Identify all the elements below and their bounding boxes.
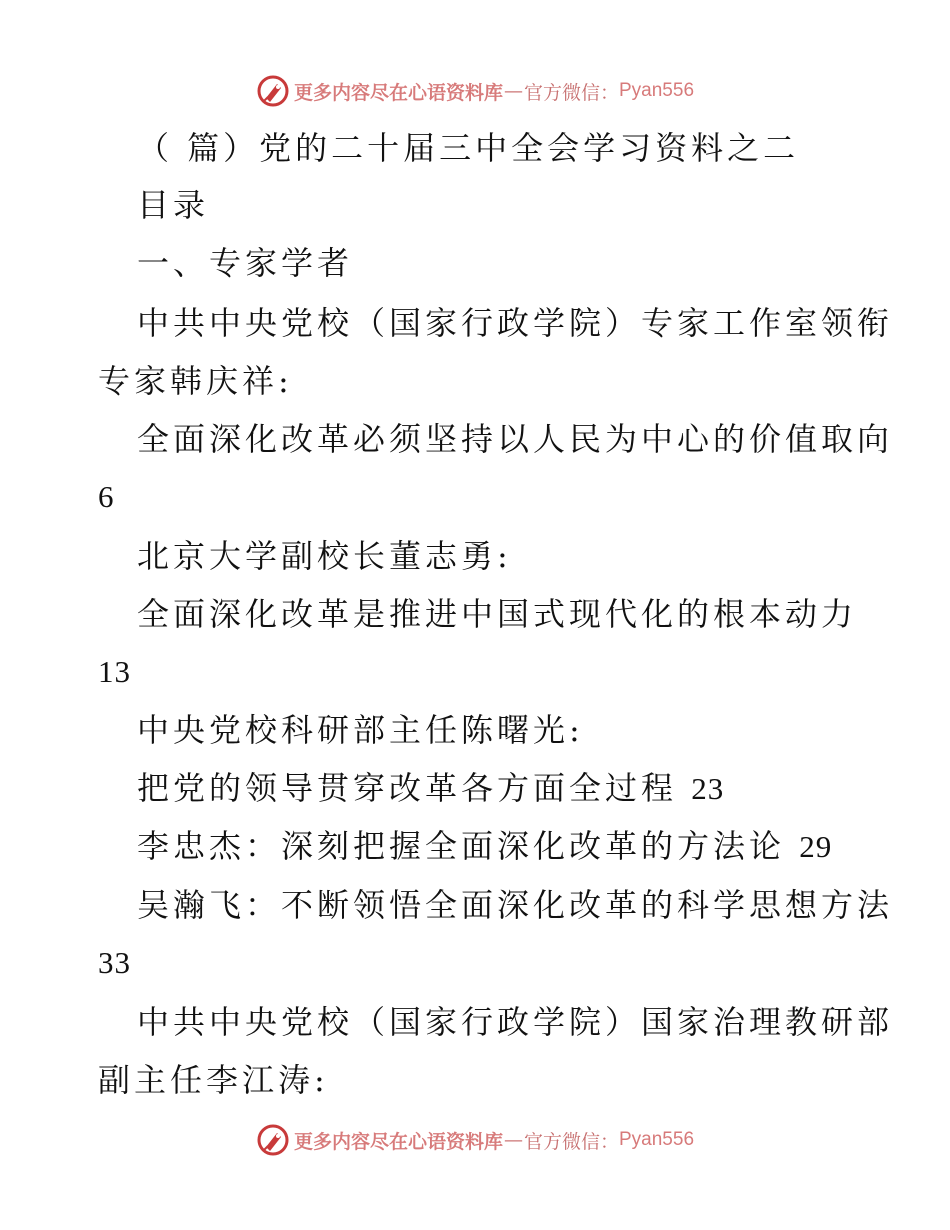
toc-entry-author: 副主任李江涛:	[98, 1061, 329, 1099]
header-watermark	[0, 71, 950, 111]
header-dash: —	[503, 80, 523, 102]
toc-entry-title: 把党的领导贯穿改革各方面全过程	[137, 769, 678, 807]
toc-entry-title: 李忠杰：深刻把握全面深化改革的方法论	[137, 827, 786, 865]
toc-entry-title: 吴瀚飞：不断领悟全面深化改革的科学思想方法	[137, 886, 894, 924]
toc-entry-author: 中共中央党校（国家行政学院）专家工作室领衔	[137, 304, 894, 342]
header-wechat-id: Pyan556	[619, 80, 695, 101]
toc-entry-author: 北京大学副校长董志勇:	[137, 537, 512, 575]
toc-entry-page: 33	[98, 945, 131, 980]
pen-nib-logo-icon	[256, 1123, 290, 1157]
toc-entry-page: 13	[98, 654, 131, 689]
footer-wechat-id: Pyan556	[619, 1129, 695, 1150]
toc-entry-author: 中央党校科研部主任陈曙光:	[137, 711, 584, 749]
footer-watermark	[0, 1120, 950, 1160]
toc-entry-page: 23	[691, 771, 725, 806]
toc-entry-page: 29	[799, 829, 833, 864]
toc-entry-author: 中共中央党校（国家行政学院）国家治理教研部	[137, 1003, 894, 1041]
toc-entry-page: 6	[98, 479, 115, 514]
toc-entry	[0, 768, 950, 808]
header-brand-text: 更多内容尽在心语资料库	[293, 81, 503, 104]
toc-entry	[0, 826, 950, 866]
footer-official-label: 官方微信：	[523, 1130, 619, 1153]
toc-entry-title: 全面深化改革是推进中国式现代化的根本动力	[137, 595, 858, 633]
toc-entry-title: 全面深化改革必须坚持以人民为中心的价值取向	[137, 420, 894, 458]
footer-brand-text: 更多内容尽在心语资料库	[293, 1130, 503, 1153]
section-heading: 一、专家学者	[137, 244, 354, 282]
document-title: （ 篇）党的二十届三中全会学习资料之二	[137, 129, 800, 167]
pen-nib-logo-icon	[256, 74, 290, 108]
toc-heading: 目录	[137, 186, 210, 224]
header-official-label: 官方微信：	[523, 81, 619, 104]
toc-entry-author: 专家韩庆祥:	[98, 362, 293, 400]
footer-dash: —	[503, 1129, 523, 1151]
